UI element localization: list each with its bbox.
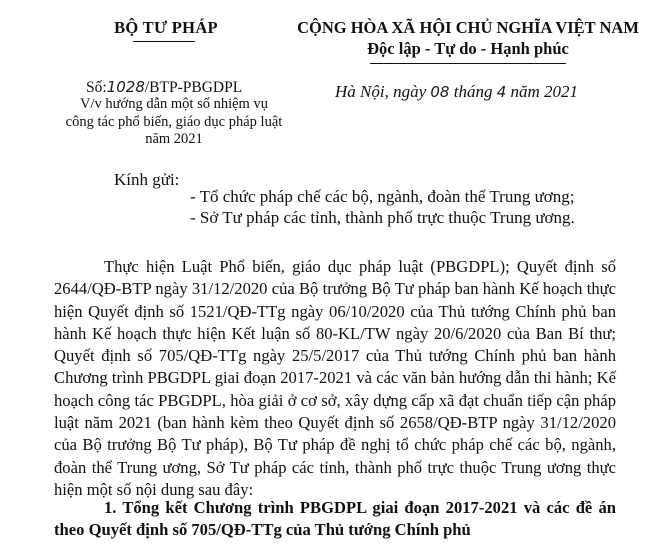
motto-underline (370, 63, 566, 64)
paragraph-line: luật năm 2021 (ban hành kèm theo Quyết định số 2658/QĐ-BTP ngày 31/12/2020 (54, 413, 616, 433)
subject-line: V/v hướng dẫn một số nhiệm vụ (80, 96, 268, 112)
month-handwritten: 4 (496, 83, 507, 101)
recipient-item: - Tổ chức pháp chế các bộ, ngành, đoàn thể Trung ương; (190, 187, 575, 206)
paragraph-line: Thực hiện Luật Phổ biến, giáo dục pháp luật (PBGDPL); Quyết định số (104, 257, 616, 276)
place-date-prefix: Hà Nội, ngày (335, 82, 427, 101)
ministry-underline (133, 41, 195, 42)
paragraph-line: Quyết định số 705/QĐ-TTg ngày 25/5/2017 của Thủ tướng Chính phủ ban hành (54, 346, 616, 366)
paragraph-line: đoàn thể Trung ương, Sở Tư pháp các tỉnh, thành phố trực thuộc Trung ương thực (54, 457, 616, 477)
subject-block (56, 96, 292, 149)
doc-number-suffix: /BTP-PBGDPL (144, 79, 243, 96)
recipient-item: - Sở Tư pháp các tỉnh, thành phố trực thuộc Trung ương. (190, 208, 575, 227)
section-heading-line: theo Quyết định số 705/QĐ-TTg của Thủ tướng Chính phủ (54, 520, 471, 540)
year-text: năm 2021 (510, 82, 579, 101)
doc-number-prefix: Số: (86, 79, 107, 96)
paragraph-line: hiện Quyết định số 1521/QĐ-TTg ngày 06/10/2020 của Thủ tướng Chính phủ ban (54, 301, 616, 321)
body-paragraph (54, 256, 616, 501)
paragraph-line: 2644/QĐ-BTP ngày 31/12/2020 của Bộ trưởng Bộ Tư pháp ban hành Kế hoạch thực (54, 279, 616, 299)
paragraph-line: hiện một số nội dung sau đây: (54, 479, 254, 499)
paragraph-line: Chương trình PBGDPL giai đoạn 2017-2021 và các văn bản hướng dẫn thi hành; Kế (54, 368, 616, 388)
paragraph-line: của Bộ trưởng Bộ Tư pháp), Bộ Tư pháp đề nghị tổ chức pháp chế các bộ, ngành, (54, 435, 616, 455)
subject-line: năm 2021 (145, 131, 203, 147)
place-date (335, 82, 578, 102)
doc-number-handwritten: 1028 (106, 78, 145, 96)
section-heading (54, 497, 616, 542)
ministry-name: BỘ TƯ PHÁP (114, 18, 218, 37)
paragraph-line: hành Kế hoạch thực hiện Kết luận số 80-KL/TW ngày 20/6/2020 của Ban Bí thư; (54, 323, 616, 343)
paragraph-line: hoạch công tác PBGDPL, hòa giải ở cơ sở, xây dựng cấp xã đạt chuẩn tiếp cận pháp (54, 390, 616, 410)
day-handwritten: 08 (430, 83, 450, 101)
document-number (86, 78, 242, 97)
greeting: Kính gửi: (114, 170, 180, 189)
month-word: tháng (453, 82, 493, 101)
subject-line: công tác phổ biến, giáo dục pháp luật (65, 113, 283, 130)
national-title: CỘNG HÒA XÃ HỘI CHỦ NGHĨA VIỆT NAM (297, 18, 639, 37)
national-motto: Độc lập - Tự do - Hạnh phúc (367, 39, 569, 58)
section-heading-line: 1. Tổng kết Chương trình PBGDPL giai đoạn 2017-2021 và các đề án (104, 498, 616, 517)
